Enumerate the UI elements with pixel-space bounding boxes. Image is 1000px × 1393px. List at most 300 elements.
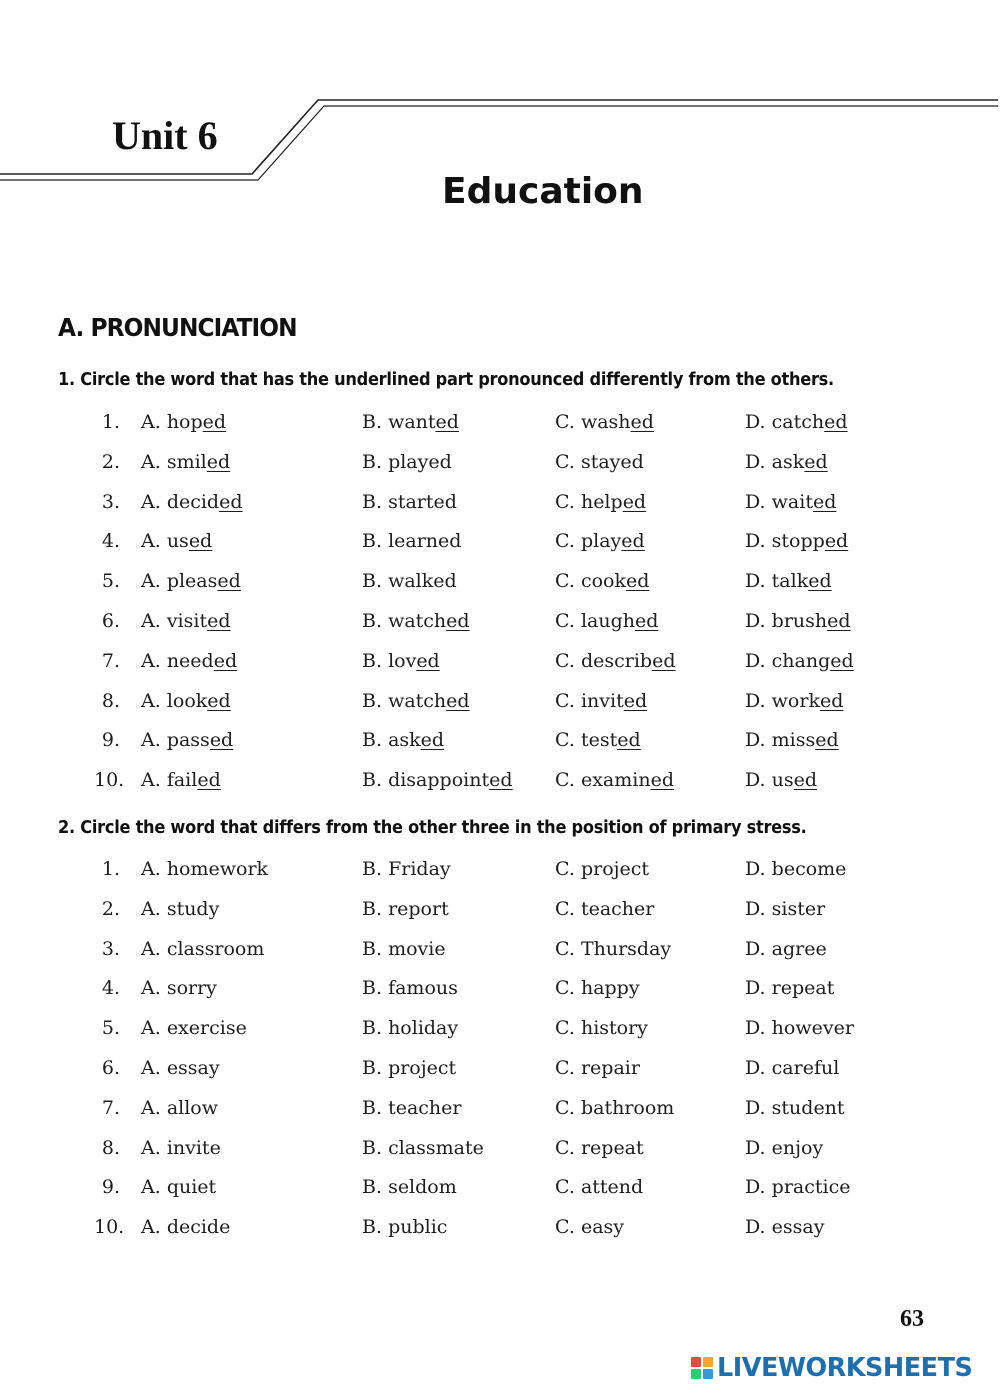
option-word: chang xyxy=(771,649,831,672)
answer-option[interactable] xyxy=(362,490,457,514)
question-number: 8. xyxy=(101,689,120,712)
option-word: enjoy xyxy=(771,1136,824,1159)
option-word: student xyxy=(771,1096,845,1119)
question-number: 6. xyxy=(101,1056,120,1079)
underlined-part: ed xyxy=(217,570,241,593)
option-word: watch xyxy=(388,689,447,712)
answer-option[interactable] xyxy=(745,410,848,434)
underlined-part: ed xyxy=(827,609,851,632)
answer-option[interactable] xyxy=(745,976,834,1000)
option-letter: D. xyxy=(745,977,766,1000)
underlined-part: ed xyxy=(446,609,470,632)
option-word: homework xyxy=(166,858,269,880)
option-letter: A. xyxy=(141,609,161,632)
option-word: repair xyxy=(580,1056,640,1079)
option-word: wash xyxy=(580,411,631,433)
option-letter: A. xyxy=(141,1096,161,1119)
answer-option[interactable] xyxy=(362,976,458,1000)
answer-option[interactable] xyxy=(141,410,226,434)
watermark-text: LIVEWORKSHEETS xyxy=(717,1353,973,1383)
answer-option[interactable] xyxy=(141,689,231,713)
option-word: pass xyxy=(166,729,210,752)
question-number: 9. xyxy=(101,729,120,752)
option-word: repeat xyxy=(771,977,835,1000)
answer-option[interactable] xyxy=(555,609,658,633)
option-word: pleas xyxy=(166,570,218,593)
underlined-part: ed xyxy=(420,729,445,752)
question-row xyxy=(0,1215,1000,1255)
answer-option[interactable] xyxy=(555,1215,624,1239)
option-word: watch xyxy=(388,609,447,632)
option-word: study xyxy=(166,897,220,920)
answer-option[interactable] xyxy=(745,768,817,792)
question-row xyxy=(0,1016,1000,1056)
option-letter: D. xyxy=(745,609,766,632)
answer-option[interactable] xyxy=(362,768,513,792)
option-word: decide xyxy=(166,1216,231,1239)
option-letter: B. xyxy=(362,1136,383,1159)
page-number: 63 xyxy=(900,1306,924,1332)
option-letter: C. xyxy=(555,570,575,593)
option-letter: D. xyxy=(745,649,766,672)
question-number: 5. xyxy=(101,1017,120,1040)
answer-option[interactable] xyxy=(745,1096,845,1120)
answer-option[interactable] xyxy=(745,1056,839,1080)
option-word: however xyxy=(771,1017,854,1040)
answer-option[interactable] xyxy=(362,410,459,434)
option-letter: B. xyxy=(362,490,383,513)
option-word: cook xyxy=(580,570,626,593)
question-row xyxy=(0,728,1000,768)
underlined-part: ed xyxy=(213,649,238,672)
option-word: miss xyxy=(771,729,816,752)
question-row xyxy=(0,569,1000,609)
answer-option[interactable] xyxy=(555,410,654,434)
option-letter: D. xyxy=(745,897,766,920)
option-word: repeat xyxy=(580,1136,644,1159)
answer-option[interactable] xyxy=(141,1056,220,1080)
option-letter: B. xyxy=(362,858,383,880)
answer-option[interactable] xyxy=(362,1215,447,1239)
option-letter: D. xyxy=(745,769,766,792)
option-word: happy xyxy=(580,977,640,1000)
answer-option[interactable] xyxy=(141,768,221,792)
underlined-part: ed xyxy=(793,769,818,792)
answer-option[interactable] xyxy=(141,897,219,921)
question-number: 9. xyxy=(101,1176,120,1199)
answer-option[interactable] xyxy=(745,649,854,673)
option-letter: A. xyxy=(141,1136,161,1159)
option-letter: D. xyxy=(745,411,766,433)
answer-option[interactable] xyxy=(745,1215,824,1239)
liveworksheets-logo-icon xyxy=(690,1356,714,1380)
option-letter: B. xyxy=(362,769,383,792)
option-letter: D. xyxy=(745,1017,766,1040)
answer-option[interactable] xyxy=(141,1215,230,1239)
underlined-part: ed xyxy=(435,411,459,433)
option-letter: C. xyxy=(555,609,575,632)
question-row xyxy=(0,768,1000,808)
option-letter: C. xyxy=(555,897,575,920)
answer-option[interactable] xyxy=(141,1136,221,1160)
underlined-part: ed xyxy=(804,450,828,473)
option-word: need xyxy=(166,649,214,672)
option-word: movie xyxy=(388,937,446,960)
option-word: us xyxy=(166,530,189,553)
question-number: 10. xyxy=(94,769,125,792)
answer-option[interactable] xyxy=(362,1096,461,1120)
question-number: 7. xyxy=(101,649,120,672)
option-word: allow xyxy=(166,1096,218,1119)
option-letter: D. xyxy=(745,729,766,752)
answer-option[interactable] xyxy=(555,649,676,673)
answer-option[interactable] xyxy=(745,569,832,593)
question-row xyxy=(0,1175,1000,1215)
answer-option[interactable] xyxy=(362,569,457,593)
option-word: started xyxy=(388,490,457,513)
answer-option[interactable] xyxy=(555,1175,643,1199)
answer-option[interactable] xyxy=(555,937,671,961)
option-letter: A. xyxy=(141,490,161,513)
option-letter: C. xyxy=(555,1096,575,1119)
option-letter: B. xyxy=(362,1017,383,1040)
answer-option[interactable] xyxy=(555,490,646,514)
answer-option[interactable] xyxy=(745,897,825,921)
question-number: 5. xyxy=(101,570,120,593)
option-letter: B. xyxy=(362,530,383,553)
option-letter: A. xyxy=(141,858,161,880)
option-letter: C. xyxy=(555,450,575,473)
option-letter: D. xyxy=(745,937,766,960)
underlined-part: ed xyxy=(635,609,659,632)
option-word: agree xyxy=(771,937,827,960)
option-word: classmate xyxy=(388,1136,484,1159)
option-letter: A. xyxy=(141,1216,161,1239)
underlined-part: ed xyxy=(209,729,234,752)
option-word: help xyxy=(580,490,623,513)
underlined-part: ed xyxy=(824,530,849,553)
answer-option[interactable] xyxy=(555,897,654,921)
answer-option[interactable] xyxy=(141,569,241,593)
option-letter: D. xyxy=(745,490,766,513)
question-number: 6. xyxy=(101,609,120,632)
option-letter: A. xyxy=(141,570,161,593)
option-word: report xyxy=(388,897,449,920)
option-word: us xyxy=(771,769,794,792)
answer-option[interactable] xyxy=(141,1175,216,1199)
option-word: disappoint xyxy=(388,769,490,792)
underlined-part: ed xyxy=(808,570,832,593)
option-word: hop xyxy=(166,411,203,433)
option-letter: B. xyxy=(362,609,383,632)
question-number: 7. xyxy=(101,1096,120,1119)
option-letter: A. xyxy=(141,1017,161,1040)
answer-option[interactable] xyxy=(555,1016,648,1040)
question-row xyxy=(0,857,1000,897)
answer-option[interactable] xyxy=(745,490,836,514)
underlined-part: ed xyxy=(626,570,650,593)
option-word: fail xyxy=(166,769,198,792)
answer-option[interactable] xyxy=(745,1175,850,1199)
answer-option[interactable] xyxy=(745,609,851,633)
option-word: want xyxy=(388,411,436,433)
option-word: test xyxy=(580,729,618,752)
option-word: quiet xyxy=(166,1176,217,1199)
answer-option[interactable] xyxy=(362,728,444,752)
option-word: sister xyxy=(771,897,826,920)
underlined-part: ed xyxy=(621,530,645,553)
option-word: famous xyxy=(388,977,458,1000)
option-word: lov xyxy=(388,649,417,672)
option-word: careful xyxy=(771,1056,840,1079)
option-word: essay xyxy=(166,1056,220,1079)
option-letter: C. xyxy=(555,1216,575,1239)
option-letter: C. xyxy=(555,729,575,752)
question-row xyxy=(0,490,1000,530)
option-word: holiday xyxy=(388,1017,459,1040)
option-word: history xyxy=(580,1017,648,1040)
option-word: teacher xyxy=(580,897,655,920)
option-letter: A. xyxy=(141,937,161,960)
answer-option[interactable] xyxy=(555,1136,644,1160)
option-word: practice xyxy=(771,1176,851,1199)
option-word: project xyxy=(388,1056,457,1079)
answer-option[interactable] xyxy=(555,1096,674,1120)
section-title: A. PRONUNCIATION xyxy=(58,313,297,342)
option-word: public xyxy=(388,1216,448,1239)
question-number: 2. xyxy=(101,897,120,920)
option-word: bathroom xyxy=(580,1096,675,1119)
question-row xyxy=(0,1136,1000,1176)
answer-option[interactable] xyxy=(141,976,217,1000)
option-word: exercise xyxy=(166,1017,247,1040)
question-row xyxy=(0,976,1000,1016)
underlined-part: ed xyxy=(416,649,440,672)
option-letter: A. xyxy=(141,689,161,712)
option-word: stopp xyxy=(771,530,825,553)
answer-option[interactable] xyxy=(141,450,230,474)
option-word: ask xyxy=(771,450,805,473)
answer-option[interactable] xyxy=(745,937,827,961)
answer-option[interactable] xyxy=(555,728,641,752)
option-word: catch xyxy=(771,411,825,433)
option-word: play xyxy=(580,530,622,553)
option-word: seldom xyxy=(388,1176,457,1199)
option-letter: C. xyxy=(555,769,575,792)
question-number: 1. xyxy=(101,858,120,880)
option-letter: B. xyxy=(362,450,383,473)
answer-option[interactable] xyxy=(745,857,846,881)
answer-option[interactable] xyxy=(141,609,231,633)
answer-option[interactable] xyxy=(141,857,268,881)
unit-label: Unit 6 xyxy=(112,113,218,158)
option-letter: D. xyxy=(745,450,766,473)
question-number: 3. xyxy=(101,937,120,960)
question-row xyxy=(0,897,1000,937)
answer-option[interactable] xyxy=(141,1096,218,1120)
answer-option[interactable] xyxy=(555,569,649,593)
question-row xyxy=(0,1056,1000,1096)
underlined-part: ed xyxy=(650,769,674,792)
underlined-part: ed xyxy=(207,689,231,712)
answer-option[interactable] xyxy=(141,1016,247,1040)
option-letter: D. xyxy=(745,570,766,593)
answer-option[interactable] xyxy=(745,1016,854,1040)
answer-option[interactable] xyxy=(362,689,470,713)
option-word: played xyxy=(388,450,452,473)
underlined-part: ed xyxy=(815,729,839,752)
option-word: describ xyxy=(580,649,653,672)
option-letter: A. xyxy=(141,977,161,1000)
answer-option[interactable] xyxy=(555,857,649,881)
exercise-1-instruction: 1. Circle the word that has the underlined part pronounced differently from the others. xyxy=(58,369,834,390)
question-row xyxy=(0,529,1000,569)
option-word: look xyxy=(166,689,208,712)
option-letter: C. xyxy=(555,937,575,960)
option-letter: D. xyxy=(745,1176,766,1199)
question-number: 10. xyxy=(94,1216,125,1239)
option-word: teacher xyxy=(388,1096,462,1119)
answer-option[interactable] xyxy=(555,529,645,553)
option-letter: D. xyxy=(745,1136,766,1159)
option-letter: C. xyxy=(555,858,575,880)
option-word: become xyxy=(771,858,847,880)
answer-option[interactable] xyxy=(141,937,264,961)
option-word: project xyxy=(580,858,650,880)
exercise-2-items xyxy=(0,857,1000,1255)
answer-option[interactable] xyxy=(141,649,237,673)
underlined-part: ed xyxy=(652,649,676,672)
option-word: attend xyxy=(580,1176,644,1199)
underlined-part: ed xyxy=(202,411,227,433)
answer-option[interactable] xyxy=(141,728,233,752)
answer-option[interactable] xyxy=(555,976,640,1000)
option-word: brush xyxy=(771,609,828,632)
option-word: decid xyxy=(166,490,220,513)
answer-option[interactable] xyxy=(362,1016,458,1040)
answer-option[interactable] xyxy=(745,529,848,553)
question-row xyxy=(0,450,1000,490)
option-letter: B. xyxy=(362,649,383,672)
answer-option[interactable] xyxy=(362,1175,457,1199)
option-letter: B. xyxy=(362,729,383,752)
option-letter: C. xyxy=(555,689,575,712)
answer-option[interactable] xyxy=(745,450,828,474)
question-row xyxy=(0,1096,1000,1136)
question-row xyxy=(0,609,1000,649)
option-word: smil xyxy=(166,450,207,473)
answer-option[interactable] xyxy=(555,450,644,474)
option-letter: D. xyxy=(745,1096,766,1119)
answer-option[interactable] xyxy=(362,450,452,474)
underlined-part: ed xyxy=(812,490,837,513)
option-word: ask xyxy=(388,729,421,752)
underlined-part: ed xyxy=(489,769,513,792)
question-row xyxy=(0,937,1000,977)
option-word: walked xyxy=(388,570,457,593)
underlined-part: ed xyxy=(207,609,231,632)
underlined-part: ed xyxy=(630,411,654,433)
option-letter: C. xyxy=(555,530,575,553)
underlined-part: ed xyxy=(617,729,641,752)
question-number: 3. xyxy=(101,490,120,513)
option-letter: D. xyxy=(745,1056,766,1079)
option-word: Thursday xyxy=(580,937,672,960)
option-word: learned xyxy=(388,530,462,553)
option-letter: B. xyxy=(362,1056,383,1079)
option-letter: D. xyxy=(745,858,766,880)
underlined-part: ed xyxy=(188,530,213,553)
option-word: invite xyxy=(166,1136,221,1159)
option-word: invit xyxy=(580,689,624,712)
option-letter: A. xyxy=(141,897,161,920)
option-letter: B. xyxy=(362,570,383,593)
answer-option[interactable] xyxy=(141,490,243,514)
option-letter: C. xyxy=(555,1176,575,1199)
exercise-2-instruction: 2. Circle the word that differs from the other three in the position of primary stress. xyxy=(58,817,807,838)
option-letter: A. xyxy=(141,450,161,473)
answer-option[interactable] xyxy=(141,529,212,553)
option-word: talk xyxy=(771,570,809,593)
option-letter: A. xyxy=(141,1176,161,1199)
option-letter: B. xyxy=(362,897,383,920)
answer-option[interactable] xyxy=(555,1056,640,1080)
question-number: 4. xyxy=(101,530,120,553)
option-word: stayed xyxy=(580,450,644,473)
question-number: 4. xyxy=(101,977,120,1000)
option-word: wait xyxy=(771,490,813,513)
option-letter: B. xyxy=(362,1096,383,1119)
answer-option[interactable] xyxy=(745,728,839,752)
option-word: Friday xyxy=(388,858,451,880)
underlined-part: ed xyxy=(824,411,848,433)
option-word: examin xyxy=(580,769,651,792)
answer-option[interactable] xyxy=(362,609,470,633)
answer-option[interactable] xyxy=(362,1136,484,1160)
answer-option[interactable] xyxy=(362,897,449,921)
option-letter: A. xyxy=(141,411,161,433)
option-word: visit xyxy=(166,609,208,632)
answer-option[interactable] xyxy=(362,529,461,553)
underlined-part: ed xyxy=(830,649,854,672)
option-letter: C. xyxy=(555,1056,575,1079)
question-row xyxy=(0,689,1000,729)
option-letter: B. xyxy=(362,411,383,433)
option-letter: D. xyxy=(745,1216,766,1239)
answer-option[interactable] xyxy=(745,689,843,713)
answer-option[interactable] xyxy=(745,1136,823,1160)
question-number: 8. xyxy=(101,1136,120,1159)
answer-option[interactable] xyxy=(362,937,446,961)
option-letter: C. xyxy=(555,1136,575,1159)
option-letter: B. xyxy=(362,1176,383,1199)
option-word: classroom xyxy=(166,937,265,960)
answer-option[interactable] xyxy=(362,857,451,881)
underlined-part: ed xyxy=(623,689,648,712)
underlined-part: ed xyxy=(622,490,647,513)
option-letter: A. xyxy=(141,530,161,553)
option-letter: B. xyxy=(362,1216,383,1239)
option-letter: A. xyxy=(141,649,161,672)
question-row xyxy=(0,649,1000,689)
option-word: work xyxy=(771,689,820,712)
question-row xyxy=(0,410,1000,450)
answer-option[interactable] xyxy=(555,768,674,792)
answer-option[interactable] xyxy=(362,1056,456,1080)
answer-option[interactable] xyxy=(362,649,440,673)
answer-option[interactable] xyxy=(555,689,647,713)
option-letter: A. xyxy=(141,769,161,792)
